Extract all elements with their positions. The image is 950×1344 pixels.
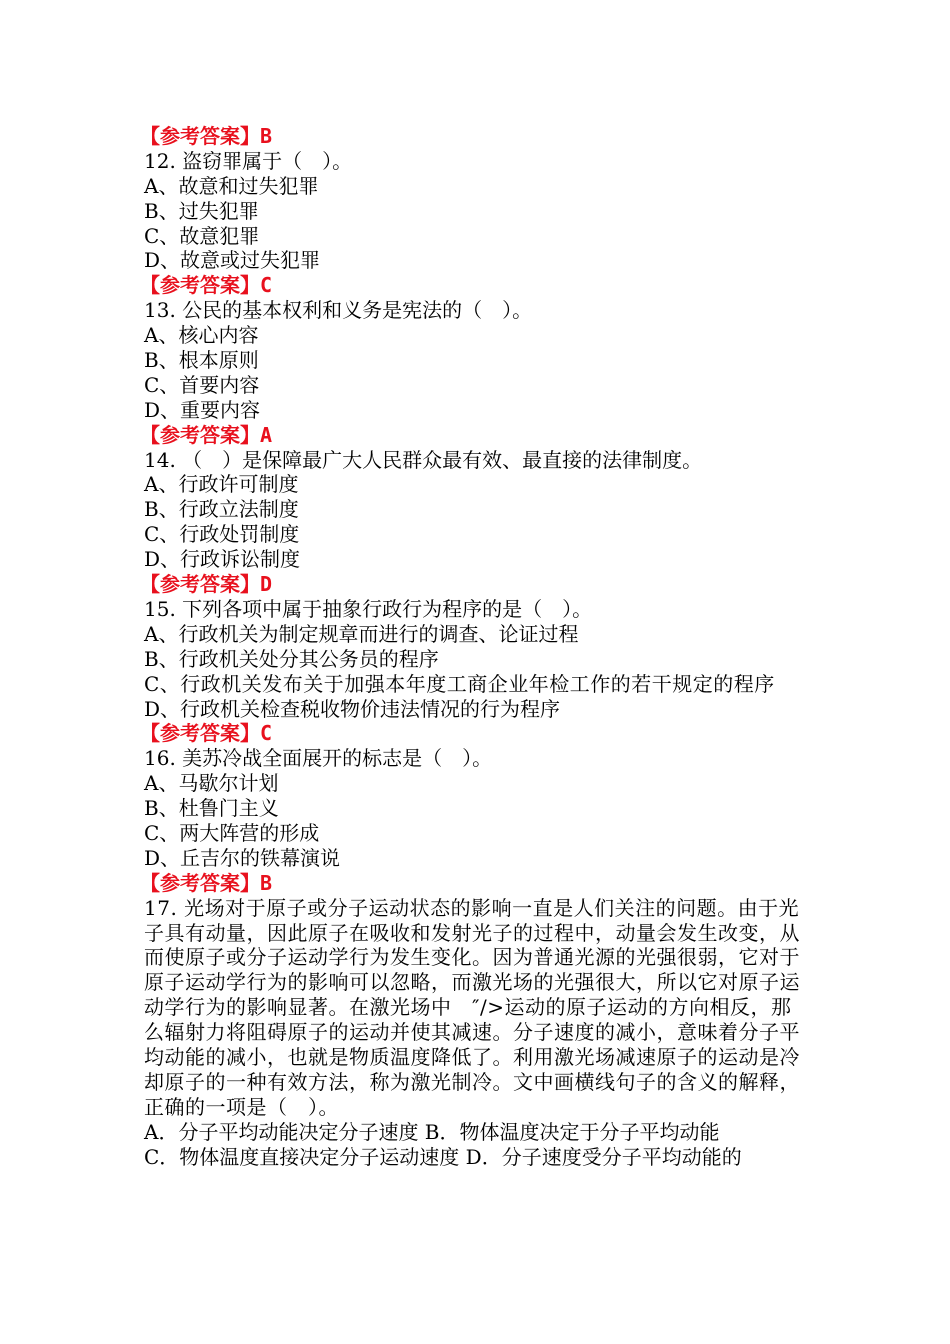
option-a: A、核心内容 (144, 323, 259, 348)
answer-label: 【参考答案】 (140, 721, 260, 746)
question-17: 17. 光场对于原子或分子运动状态的影响一直是人们关注的问题。由于光子具有动量，因此原子在吸收和发射光子的过程中，动量会发生改变，从而使原子或分子运动学行为发生变化。因为普通光源的光强很弱，它对于原子运动学行为的影响可以忽略，而激光场的光强很大，所以它对原子运动学行为的影响显著。在激光场中 ″/>运动的原子运动的方向相反，那么辐射力将阻碍原子的运动并使其减速。分子速度的减小，意味着分子平均动能的减小，也就是物质温度降低了。利用激光场减速原子的运动是冷却原子的一种有效方法，称为激光制冷。文中画横线句子的含义的解释，正确的一项是（ ）。 (144, 895, 800, 1119)
option-a: A、行政许可制度 (144, 472, 299, 497)
option-b: B、杜鲁门主义 (144, 796, 279, 821)
answer-line (140, 871, 808, 896)
option-c: C、首要内容 (144, 372, 260, 397)
question-12: 12. 盗窃罪属于（ ）。 (144, 148, 353, 173)
option-b: B、行政机关处分其公务员的程序 (144, 646, 439, 671)
answer-letter: B (260, 124, 273, 148)
option-d: D、重要内容 (144, 397, 261, 422)
option-d: D、行政诉讼制度 (144, 547, 301, 572)
option-cd: C．物体温度直接决定分子运动速度 D．分子速度受分子平均动能的 (144, 1144, 742, 1169)
option-d: D、故意或过失犯罪 (144, 248, 321, 273)
answer-label: 【参考答案】 (140, 870, 260, 895)
option-c: C、两大阵营的形成 (144, 820, 320, 845)
option-ab: A．分子平均动能决定分子速度 B．物体温度决定于分子平均动能 (144, 1119, 720, 1144)
answer-label: 【参考答案】 (140, 273, 260, 298)
answer-line (140, 423, 808, 448)
document-page (140, 124, 808, 1170)
question-13: 13. 公民的基本权利和义务是宪法的（ ）。 (144, 298, 533, 323)
answer-line (140, 124, 808, 149)
option-c: C、故意犯罪 (144, 223, 260, 248)
answer-letter: A (260, 422, 273, 447)
question-16: 16. 美苏冷战全面展开的标志是（ ）。 (144, 746, 493, 771)
option-b: B、行政立法制度 (144, 497, 299, 522)
answer-line (140, 572, 808, 597)
option-d: D、行政机关检查税收物价违法情况的行为程序 (144, 696, 561, 721)
answer-label: 【参考答案】 (140, 572, 260, 597)
option-c: C、行政机关发布关于加强本年度工商企业年检工作的若干规定的程序 (144, 671, 775, 696)
option-a: A、故意和过失犯罪 (144, 173, 319, 198)
option-b: B、根本原则 (144, 348, 259, 373)
option-c: C、行政处罚制度 (144, 522, 300, 547)
answer-label: 【参考答案】 (140, 124, 260, 148)
answer-letter: D (260, 572, 273, 597)
answer-label: 【参考答案】 (140, 422, 260, 447)
answer-line (140, 721, 808, 746)
answer-letter: C (260, 273, 273, 298)
answer-letter: B (260, 870, 273, 895)
option-a: A、马歇尔计划 (144, 771, 279, 796)
answer-line (140, 273, 808, 298)
question-15: 15. 下列各项中属于抽象行政行为程序的是（ ）。 (144, 596, 593, 621)
option-a: A、行政机关为制定规章而进行的调查、论证过程 (144, 621, 579, 646)
answer-letter: C (260, 721, 273, 746)
option-b: B、过失犯罪 (144, 198, 259, 223)
question-14: 14. （ ）是保障最广大人民群众最有效、最直接的法律制度。 (144, 447, 703, 472)
option-d: D、丘吉尔的铁幕演说 (144, 845, 341, 870)
